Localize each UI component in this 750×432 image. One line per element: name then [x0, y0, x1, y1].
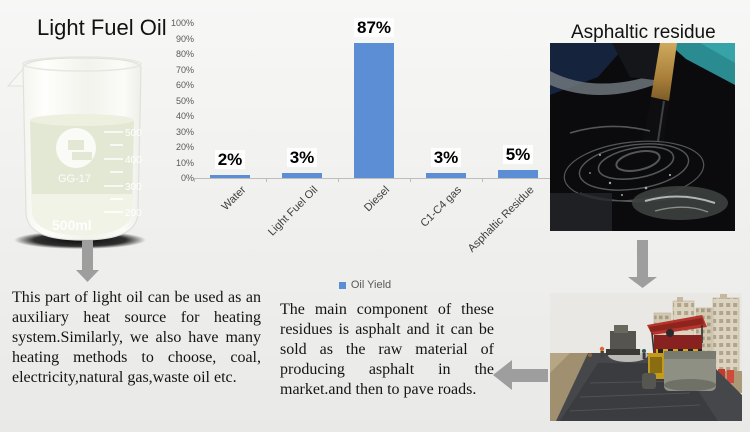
bar-asphaltic-residue: [498, 170, 538, 178]
y-axis-tick-label: 40%: [175, 111, 194, 121]
axis-tick-mark: [266, 178, 267, 182]
bar-value-label: 3%: [414, 147, 478, 169]
beaker-mark-200: 200: [125, 208, 142, 219]
x-axis-category-label: Asphaltic Residue: [465, 184, 537, 255]
y-axis-tick-label: 30%: [175, 126, 194, 137]
road-roller: [642, 315, 716, 391]
arrow-down-icon: [628, 240, 657, 289]
y-axis-tick-label: 70%: [175, 64, 194, 75]
bar-value-label: 3%: [270, 147, 334, 169]
bar-value-label: 5%: [486, 144, 550, 166]
bar-c1-c4-gas: [426, 173, 466, 178]
arrow-down-icon: [76, 240, 100, 283]
axis-tick-mark: [194, 178, 195, 182]
y-axis-tick-label: 80%: [175, 49, 194, 59]
axis-tick-mark: [482, 178, 483, 182]
legend-label: Oil Yield: [350, 279, 392, 291]
light-oil-caption: This part of light oil can be used as an auxiliary heat source for heating system.Similarly, we also have many heating methods to choose, coal, electricity,natural gas,waste oil etc.: [12, 289, 261, 386]
beaker-mark-300: 300: [125, 182, 142, 193]
light-fuel-oil-beaker-image: [6, 44, 158, 250]
y-axis-tick-label: 60%: [175, 80, 194, 90]
y-axis-tick-label: 50%: [175, 95, 194, 106]
bar-diesel: [354, 43, 394, 178]
axis-tick-mark: [410, 178, 411, 182]
asphaltic-residue-image: [550, 43, 735, 231]
x-axis-category-label: Water: [219, 184, 249, 213]
legend-marker-icon: [339, 282, 346, 289]
bar-light-fuel-oil: [282, 173, 322, 178]
beaker-brand-label: GG-17: [58, 173, 92, 185]
y-axis-tick-label: 10%: [175, 157, 194, 168]
bar-value-label: 87%: [342, 17, 406, 39]
y-axis-tick-label: 0%: [180, 173, 194, 183]
bar-water: [210, 175, 250, 178]
y-axis-tick-label: 90%: [175, 33, 194, 44]
beaker-mark-400: 400: [125, 155, 142, 166]
x-axis-category-label: C1-C4 gas: [418, 184, 465, 230]
bar-value-label: 2%: [198, 149, 262, 171]
road-paving-image: [550, 293, 742, 421]
x-axis-line: [194, 178, 554, 179]
asphaltic-residue-title: Asphaltic residue: [571, 22, 716, 43]
beaker-mark-500: 500: [125, 128, 142, 139]
y-axis-tick-label: 100%: [170, 18, 194, 28]
y-axis-tick-label: 20%: [175, 142, 194, 152]
oil-yield-chart: [170, 8, 560, 300]
arrow-left-icon: [493, 360, 548, 390]
x-axis-category-label: Light Fuel Oil: [266, 184, 321, 239]
residue-caption: The main component of these residues is asphalt and it can be sold as the raw material of producing asphalt in the market.and then to pave roads.: [280, 301, 494, 398]
beaker-volume-label: 500ml: [52, 217, 92, 233]
x-axis-category-label: Diesel: [362, 184, 393, 215]
light-fuel-oil-title: Light Fuel Oil: [37, 15, 167, 40]
axis-tick-mark: [338, 178, 339, 182]
